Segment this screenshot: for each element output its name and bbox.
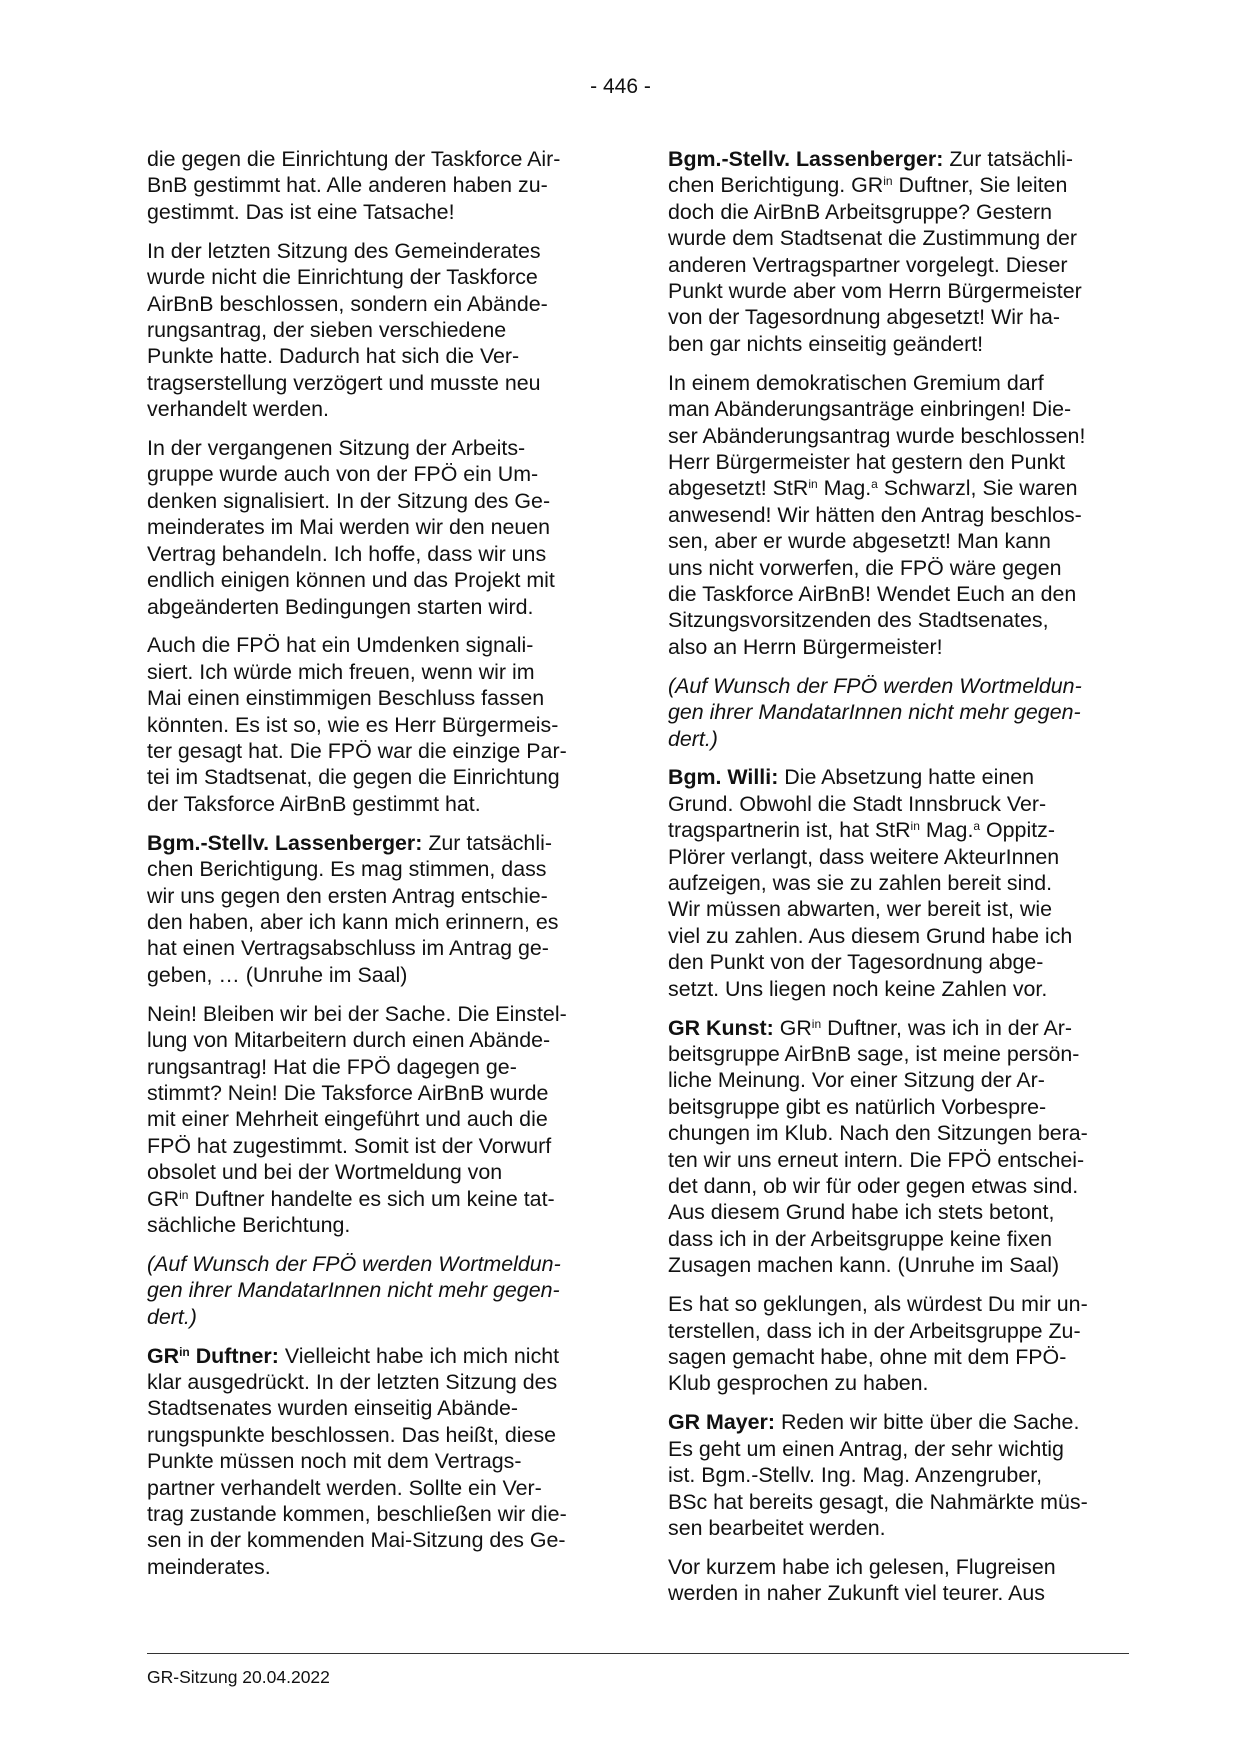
line: Sitzungsvorsitzenden des Stadtsenates,	[668, 608, 1049, 633]
line: sen in der kommenden Mai-Sitzung des Ge-	[147, 1528, 566, 1553]
line: denken signalisiert. In der Sitzung des Ge-	[147, 488, 551, 513]
line: Bgm. Willi: Die Absetzung hatte einen	[668, 765, 1035, 790]
line: anderen Vertragspartner vorgelegt. Dieser	[668, 252, 1068, 277]
line: Grund. Obwohl die Stadt Innsbruck Ver-	[668, 791, 1047, 816]
line: In der letzten Sitzung des Gemeinderates	[147, 238, 541, 263]
line: rungsantrag, der sieben verschiedene	[147, 317, 507, 342]
speech-paragraph	[147, 1343, 602, 1581]
line: sagen gemacht habe, ohne mit dem FPÖ-	[668, 1344, 1067, 1369]
line: Stadtsenates wurden einseitig Abände-	[147, 1396, 519, 1421]
line: sächliche Berichtung.	[147, 1212, 351, 1237]
line: werden in naher Zukunft viel teurer. Aus	[668, 1581, 1045, 1606]
line: Herr Bürgermeister hat gestern den Punkt	[668, 449, 1066, 474]
paragraph	[668, 1554, 1129, 1607]
line: siert. Ich würde mich freuen, wenn wir im	[147, 659, 535, 684]
line: BnB gestimmt hat. Alle anderen haben zu-	[147, 173, 548, 198]
speaker-name: Bgm.-Stellv. Lassenberger:	[668, 147, 944, 171]
line: den Punkt von der Tagesordnung abge-	[668, 950, 1044, 975]
line: Bgm.-Stellv. Lassenberger: Zur tatsächli-	[147, 830, 552, 855]
line: ist. Bgm.-Stellv. Ing. Mag. Anzengruber,	[668, 1463, 1043, 1488]
line: tei im Stadtsenat, die gegen die Einrichtung	[147, 765, 560, 790]
line: GR Mayer: Reden wir bitte über die Sache.	[668, 1410, 1080, 1435]
paragraph	[147, 632, 602, 817]
line: setzt. Uns liegen noch keine Zahlen vor.	[668, 976, 1048, 1001]
line: lung von Mitarbeitern durch einen Abände-	[147, 1028, 551, 1053]
line: Punkt wurde aber vom Herrn Bürgermeister	[668, 279, 1082, 304]
line: Auch die FPÖ hat ein Umdenken signali-	[147, 633, 534, 658]
line: ben gar nichts einseitig geändert!	[668, 331, 984, 356]
line: ten wir uns erneut intern. Die FPÖ entschei-	[668, 1147, 1085, 1172]
line: beitsgruppe AirBnB sage, ist meine persön-	[668, 1042, 1080, 1066]
line: Es hat so geklungen, als würdest Du mir un-	[668, 1292, 1088, 1317]
line: ser Abänderungsantrag wurde beschlossen!	[668, 423, 1086, 448]
line: die gegen die Einrichtung der Taskforce Air-	[147, 147, 561, 171]
speech-paragraph	[668, 146, 1129, 357]
speech-paragraph	[668, 764, 1129, 1002]
line: dert.)	[668, 726, 718, 751]
line: Aus diesem Grund habe ich stets betont,	[668, 1200, 1055, 1225]
line: klar ausgedrückt. In der letzten Sitzung des	[147, 1369, 558, 1394]
line: dert.)	[147, 1304, 197, 1329]
line: liche Meinung. Vor einer Sitzung der Ar-	[668, 1068, 1045, 1093]
line: uns nicht vorwerfen, die FPÖ wäre gegen	[668, 555, 1062, 580]
line: von der Tagesordnung abgesetzt! Wir ha-	[668, 305, 1060, 330]
editorial-note	[147, 1251, 602, 1330]
line: (Auf Wunsch der FPÖ werden Wortmeldun-	[668, 673, 1082, 698]
line: sen bearbeitet werden.	[668, 1515, 886, 1540]
line: FPÖ hat zugestimmt. Somit ist der Vorwurf	[147, 1133, 552, 1158]
line: gen ihrer MandatarInnen nicht mehr gegen-	[147, 1278, 560, 1303]
line: Es geht um einen Antrag, der sehr wichtig	[668, 1436, 1064, 1461]
line: sen, aber er wurde abgesetzt! Man kann	[668, 529, 1051, 554]
line: könnten. Es ist so, wie es Herr Bürgermeis-	[147, 712, 559, 737]
page-number: - 446 -	[590, 75, 651, 98]
line: endlich einigen können und das Projekt mit	[147, 568, 555, 593]
line: gruppe wurde auch von der FPÖ ein Um-	[147, 462, 539, 487]
paragraph	[668, 370, 1129, 660]
line: den haben, aber ich kann mich erinnern, es	[147, 909, 559, 934]
line: $GR^{in}$ Duftner handelte es sich um keine tat-	[147, 1186, 555, 1211]
line: Klub gesprochen zu haben.	[668, 1371, 929, 1396]
line: dass ich in der Arbeitsgruppe keine fixen	[668, 1226, 1053, 1251]
line: der Taksforce AirBnB gestimmt hat.	[147, 791, 481, 816]
line: man Abänderungsanträge einbringen! Die-	[668, 397, 1072, 422]
speech-paragraph	[668, 1015, 1129, 1279]
line: geben, … (Unruhe im Saal)	[147, 962, 408, 987]
paragraph	[668, 1291, 1129, 1397]
line: $GR^{in}$ Duftner: Vielleicht habe ich mich nicht	[147, 1343, 560, 1368]
line: hat einen Vertragsabschluss im Antrag ge-	[147, 936, 549, 961]
line: chen Berichtigung. $GR^{in}$ Duftner, Sie leiten	[668, 173, 1068, 198]
line: In einem demokratischen Gremium darf	[668, 370, 1044, 395]
paragraph	[147, 238, 602, 423]
line: gen ihrer MandatarInnen nicht mehr gegen-	[668, 700, 1081, 725]
line: Bgm.-Stellv. Lassenberger: Zur tatsächli-	[668, 147, 1073, 171]
line: stimmt? Nein! Die Taksforce AirBnB wurde	[147, 1080, 549, 1105]
line: Plörer verlangt, dass weitere AkteurInnen	[668, 844, 1060, 869]
left-column	[147, 146, 602, 1593]
line: Punkte müssen noch mit dem Vertrags-	[147, 1449, 522, 1474]
speech-paragraph	[668, 1409, 1129, 1541]
line: terstellen, dass ich in der Arbeitsgruppe Zu-	[668, 1318, 1081, 1343]
footer-divider	[147, 1653, 1129, 1654]
speech-paragraph	[147, 830, 602, 988]
speaker-name: GR Kunst:	[668, 1015, 774, 1040]
paragraph	[147, 146, 602, 225]
line: meinderates.	[147, 1554, 271, 1579]
paragraph	[147, 435, 602, 620]
line: BSc hat bereits gesagt, die Nahmärkte müs-	[668, 1489, 1088, 1514]
line: partner verhandelt werden. Sollte ein Ver-	[147, 1475, 542, 1500]
line: die Taskforce AirBnB! Wendet Euch an den	[668, 582, 1077, 606]
speaker-name: Bgm. Willi:	[668, 765, 779, 790]
line: gestimmt. Das ist eine Tatsache!	[147, 199, 455, 224]
line: AirBnB beschlossen, sondern ein Abände-	[147, 291, 548, 316]
paragraph	[147, 1001, 602, 1239]
line: Punkte hatte. Dadurch hat sich die Ver-	[147, 344, 520, 369]
right-column	[668, 146, 1129, 1619]
line: abgesetzt! StR$^{in}$ Mag.$^a$ Schwarzl, Sie waren	[668, 476, 1078, 501]
line: rungspunkte beschlossen. Das heißt, diese	[147, 1422, 557, 1447]
speaker-name: Bgm.-Stellv. Lassenberger:	[147, 830, 423, 855]
line: rungsantrag! Hat die FPÖ dagegen ge-	[147, 1054, 517, 1079]
line: verhandelt werden.	[147, 397, 329, 422]
line: wir uns gegen den ersten Antrag entschie-	[147, 883, 548, 908]
line: GR Kunst: $GR^{in}$ Duftner, was ich in der Ar-	[668, 1015, 1072, 1040]
line: aufzeigen, was sie zu zahlen bereit sind.	[668, 871, 1053, 896]
line: Vertrag behandeln. Ich hoffe, dass wir uns	[147, 541, 547, 566]
line: wurde dem Stadtsenat die Zustimmung der	[668, 226, 1078, 251]
line: obsolet und bei der Wortmeldung von	[147, 1160, 503, 1185]
line: det dann, ob wir für oder gegen etwas sind.	[668, 1174, 1079, 1199]
line: abgeänderten Bedingungen starten wird.	[147, 594, 534, 619]
line: In der vergangenen Sitzung der Arbeits-	[147, 436, 526, 461]
line: viel zu zahlen. Aus diesem Grund habe ich	[668, 923, 1073, 948]
line: chungen im Klub. Nach den Sitzungen bera-	[668, 1121, 1088, 1146]
line: mit einer Mehrheit eingeführt und auch die	[147, 1107, 548, 1132]
speaker-name: $GR^{in}$ Duftner:	[147, 1343, 279, 1368]
line: beitsgruppe gibt es natürlich Vorbespre-	[668, 1094, 1047, 1119]
line: Wir müssen abwarten, wer bereit ist, wie	[668, 897, 1052, 922]
line: Zusagen machen kann. (Unruhe im Saal)	[668, 1253, 1060, 1278]
footer-text: GR-Sitzung 20.04.2022	[147, 1667, 330, 1687]
line: chen Berichtigung. Es mag stimmen, dass	[147, 857, 547, 882]
speaker-name: GR Mayer:	[668, 1410, 775, 1435]
line: ter gesagt hat. Die FPÖ war die einzige Par-	[147, 739, 567, 764]
line: Vor kurzem habe ich gelesen, Flugreisen	[668, 1554, 1056, 1579]
line: anwesend! Wir hätten den Antrag beschlos-	[668, 502, 1082, 527]
line: Nein! Bleiben wir bei der Sache. Die Einstel-	[147, 1001, 567, 1026]
line: also an Herrn Bürgermeister!	[668, 634, 943, 659]
line: Mai einen einstimmigen Beschluss fassen	[147, 686, 545, 711]
line: meinderates im Mai werden wir den neuen	[147, 515, 551, 540]
line: tragserstellung verzögert und musste neu	[147, 370, 541, 395]
line: (Auf Wunsch der FPÖ werden Wortmeldun-	[147, 1251, 561, 1276]
line: wurde nicht die Einrichtung der Taskforce	[147, 265, 538, 290]
line: trag zustande kommen, beschließen wir die-	[147, 1502, 567, 1526]
line: tragspartnerin ist, hat StR$^{in}$ Mag.$^a$ Oppitz-	[668, 818, 1055, 843]
line: doch die AirBnB Arbeitsgruppe? Gestern	[668, 199, 1053, 224]
editorial-note	[668, 673, 1129, 752]
